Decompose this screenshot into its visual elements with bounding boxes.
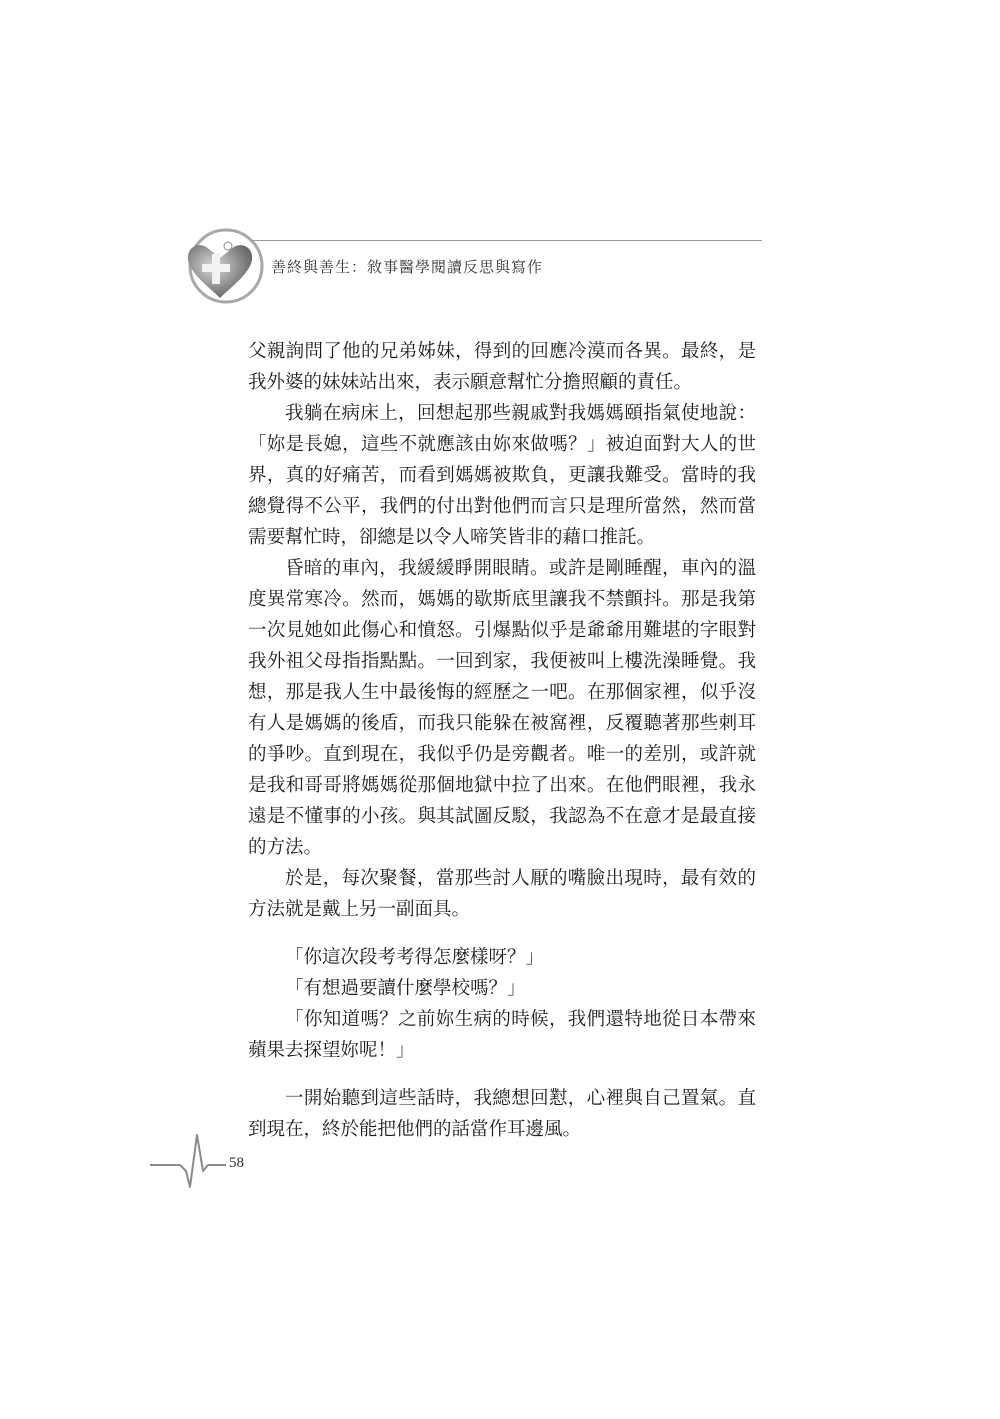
header-rule — [252, 240, 762, 241]
spacer — [248, 1066, 756, 1083]
spacer — [248, 925, 756, 942]
paragraph-4: 於是，每次聚餐，當那些討人厭的嘴臉出現時，最有效的方法就是戴上另一副面具。 — [248, 868, 756, 920]
book-title: 善終與善生：敘事醫學閱讀反思與寫作 — [271, 258, 544, 276]
dialogue-1: 「你這次段考考得怎麼樣呀？」 — [285, 947, 545, 968]
dialogue-3: 「你知道嗎？之前妳生病的時候，我們還特地從日本帶來蘋果去探望妳呢！」 — [248, 1009, 756, 1061]
heartbeat-line-icon — [150, 1125, 230, 1195]
page-number: 58 — [229, 1155, 244, 1171]
paragraph-3: 昏暗的車內，我緩緩睜開眼睛。或許是剛睡醒，車內的溫度異常寒冷。然而，媽媽的歇斯底里讓我不禁顫抖。那是我第一次見她如此傷心和憤怒。引爆點似乎是爺爺用難堪的字眼對我外祖父母指指點點。一回到家，我便被叫上樓洗澡睡覺。我想，那是我人生中最後悔的經歷之一吧。在那個家裡，似乎沒有人是媽媽的後盾，而我只能躲在被窩裡，反覆聽著那些刺耳的爭吵。直到現在，我似乎仍是旁觀者。唯一的差別，或許就是我和哥哥將媽媽從那個地獄中拉了出來。在他們眼裡，我永遠是不懂事的小孩。與其試圖反駁，我認為不在意才是最直接的方法。 — [248, 558, 756, 858]
running-header — [180, 228, 760, 318]
paragraph-1: 父親詢問了他的兄弟姊妹，得到的回應冷漠而各異。最終，是我外婆的妹妹站出來，表示願意幫忙分擔照顧的責任。 — [248, 341, 756, 393]
body-text — [248, 336, 756, 1145]
paragraph-2: 我躺在病床上，回想起那些親戚對我媽媽頤指氣使地說：「妳是長媳，這些不就應該由妳來做嗎？」被迫面對大人的世界，真的好痛苦，而看到媽媽被欺負，更讓我難受。當時的我總覺得不公平，我們的付出對他們而言只是理所當然，然而當需要幫忙時，卻總是以令人啼笑皆非的藉口推託。 — [248, 403, 756, 548]
paragraph-5: 一開始聽到這些話時，我總想回懟，心裡與自己置氣。直到現在，終於能把他們的話當作耳邊風。 — [248, 1088, 756, 1140]
dialogue-2: 「有想過要讀什麼學校嗎？」 — [285, 978, 526, 999]
page-footer — [150, 1125, 270, 1205]
